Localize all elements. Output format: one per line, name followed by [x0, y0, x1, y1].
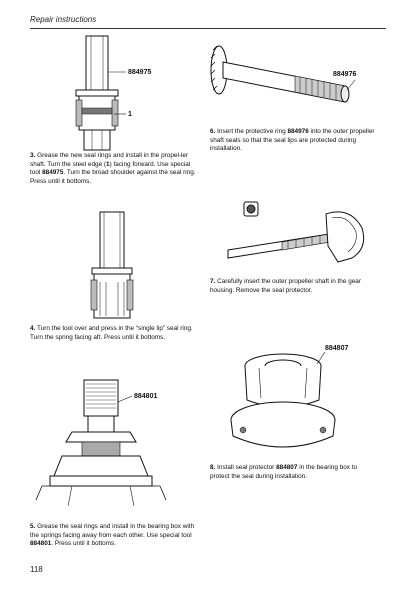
fig4-tool-label: 884807 [325, 345, 349, 352]
fig5-tool-label: 884801 [134, 393, 158, 400]
fig1-part-label: 1 [128, 111, 132, 118]
step-7-caption: 7. Carefully insert the outer propeller shaft in the gear housing. Remove the seal protector. [210, 278, 361, 294]
page-number: 118 [30, 565, 43, 574]
step-8-caption: 8. Install seal protector 884807 in the bearing box to protect the seal during installation. [210, 464, 358, 480]
figure-shaft-into-housing [222, 192, 372, 272]
step-3-caption: 3. Grease the new seal rings and install in the propel-ler shaft. Turn the steel edge (1) facing forward. Use special tool 884975. Turn the broad shoulder against the seal ring. Press until it bottoms. [30, 152, 196, 185]
figure-seal-ring-tool [62, 34, 152, 152]
step-4-caption: 4. Turn the tool over and press in the “single lip” seal ring. Turn the spring facing aft. Press until it bottoms. [30, 325, 193, 341]
figure-seal-protector [225, 340, 355, 458]
page-header-title: Repair instructions [30, 15, 97, 24]
header-rule [30, 28, 386, 29]
figure-bearing-box-seal [32, 376, 182, 516]
figure-protective-ring [205, 44, 365, 116]
fig2-tool-label: 884976 [333, 71, 357, 78]
step-6-caption: 6. Insert the protective ring 884976 into the outer propeller shaft seals so that the seal lips are protected during installation. [210, 128, 375, 153]
fig1-tool-label: 884975 [128, 69, 152, 76]
step-5-caption: 5. Grease the seal rings and install in the bearing box with the springs facing away from each other. Use special tool 884801. Press until it bottoms. [30, 523, 195, 548]
figure-single-lip-seal [82, 210, 142, 322]
